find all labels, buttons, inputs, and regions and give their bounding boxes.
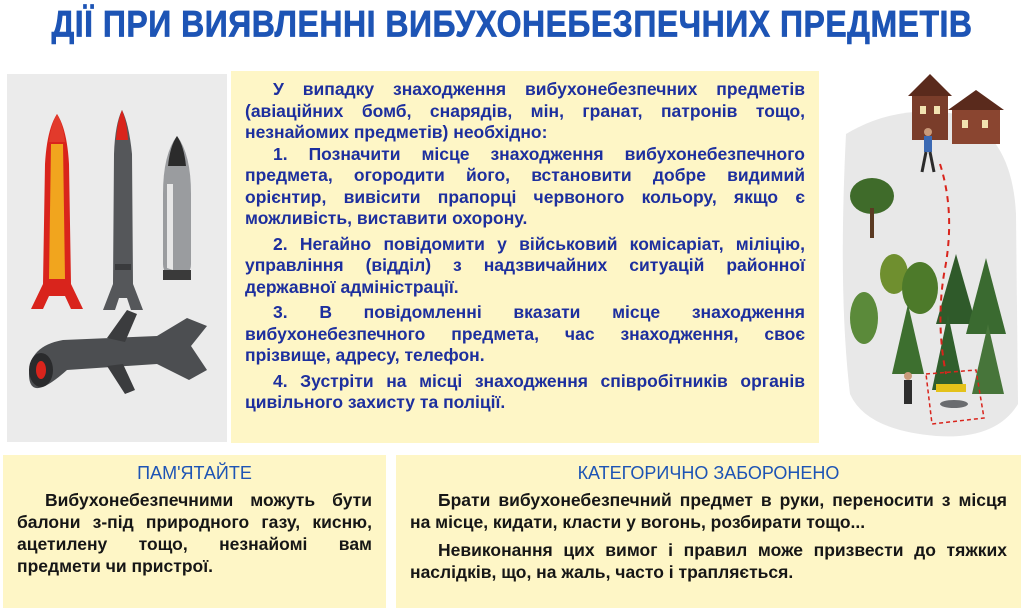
scene-illustration — [836, 74, 1022, 442]
rocket-icon — [103, 110, 143, 310]
officer-icon — [904, 372, 912, 404]
forbidden-heading: КАТЕГОРИЧНО ЗАБОРОНЕНО — [577, 463, 840, 483]
remember-text: Вибухонебезпечними можуть бути балони з-під природного газу, кисню, ацетилену тощо, незнайомі вам предмети чи пристрої. — [17, 490, 372, 576]
forbidden-text-1: Брати вибухонебезпечний предмет в руки, переносити з місця на місце, кидати, класти у вогонь, розбирати тощо... — [410, 490, 1007, 532]
artillery-shell-icon — [163, 136, 191, 280]
aviation-bomb-icon — [31, 114, 83, 309]
forbidden-text-2: Невиконання цих вимог і правил може призвести до тяжких наслідків, що, на жаль, часто і трапляється. — [410, 540, 1007, 582]
instruction-item-4: 4. Зустріти на місці знаходження співробітників органів цивільного захисту та поліції. — [245, 370, 805, 412]
remember-box — [3, 455, 386, 608]
page-title: ДІЇ ПРИ ВИЯВЛЕННІ ВИБУХОНЕБЕЗПЕЧНИХ ПРЕДМЕТІВ — [51, 3, 973, 45]
instructions-box — [231, 71, 819, 443]
instruction-item-2: 2. Негайно повідомити у військовий комісаріат, міліцію, управління (відділ) з надзвичайних ситуацій районної державної адміністрації. — [245, 233, 805, 297]
forbidden-box — [396, 455, 1021, 608]
munitions-illustration — [7, 74, 227, 442]
air-bomb-icon — [29, 310, 207, 394]
house-icon — [908, 74, 1004, 144]
remember-heading: ПАМ'ЯТАЙТЕ — [137, 463, 252, 483]
instruction-item-3: 3. В повідомленні вказати місце знаходження вибухонебезпечного предмета, час знаходження, своє прізвище, адресу, телефон. — [245, 302, 805, 365]
instructions-intro: У випадку знаходження вибухонебезпечних предметів (авіаційних бомб, снарядів, мін, гранат, патронів тощо, незнайомих предметів) необхідно: — [245, 79, 805, 142]
instruction-item-1: 1. Позначити місце знаходження вибухонебезпечного предмета, огородити його, встановити добре видимий орієнтир, вивісити прапорці червоного кольору, якщо є можливість, виставити охорону. — [245, 143, 805, 228]
